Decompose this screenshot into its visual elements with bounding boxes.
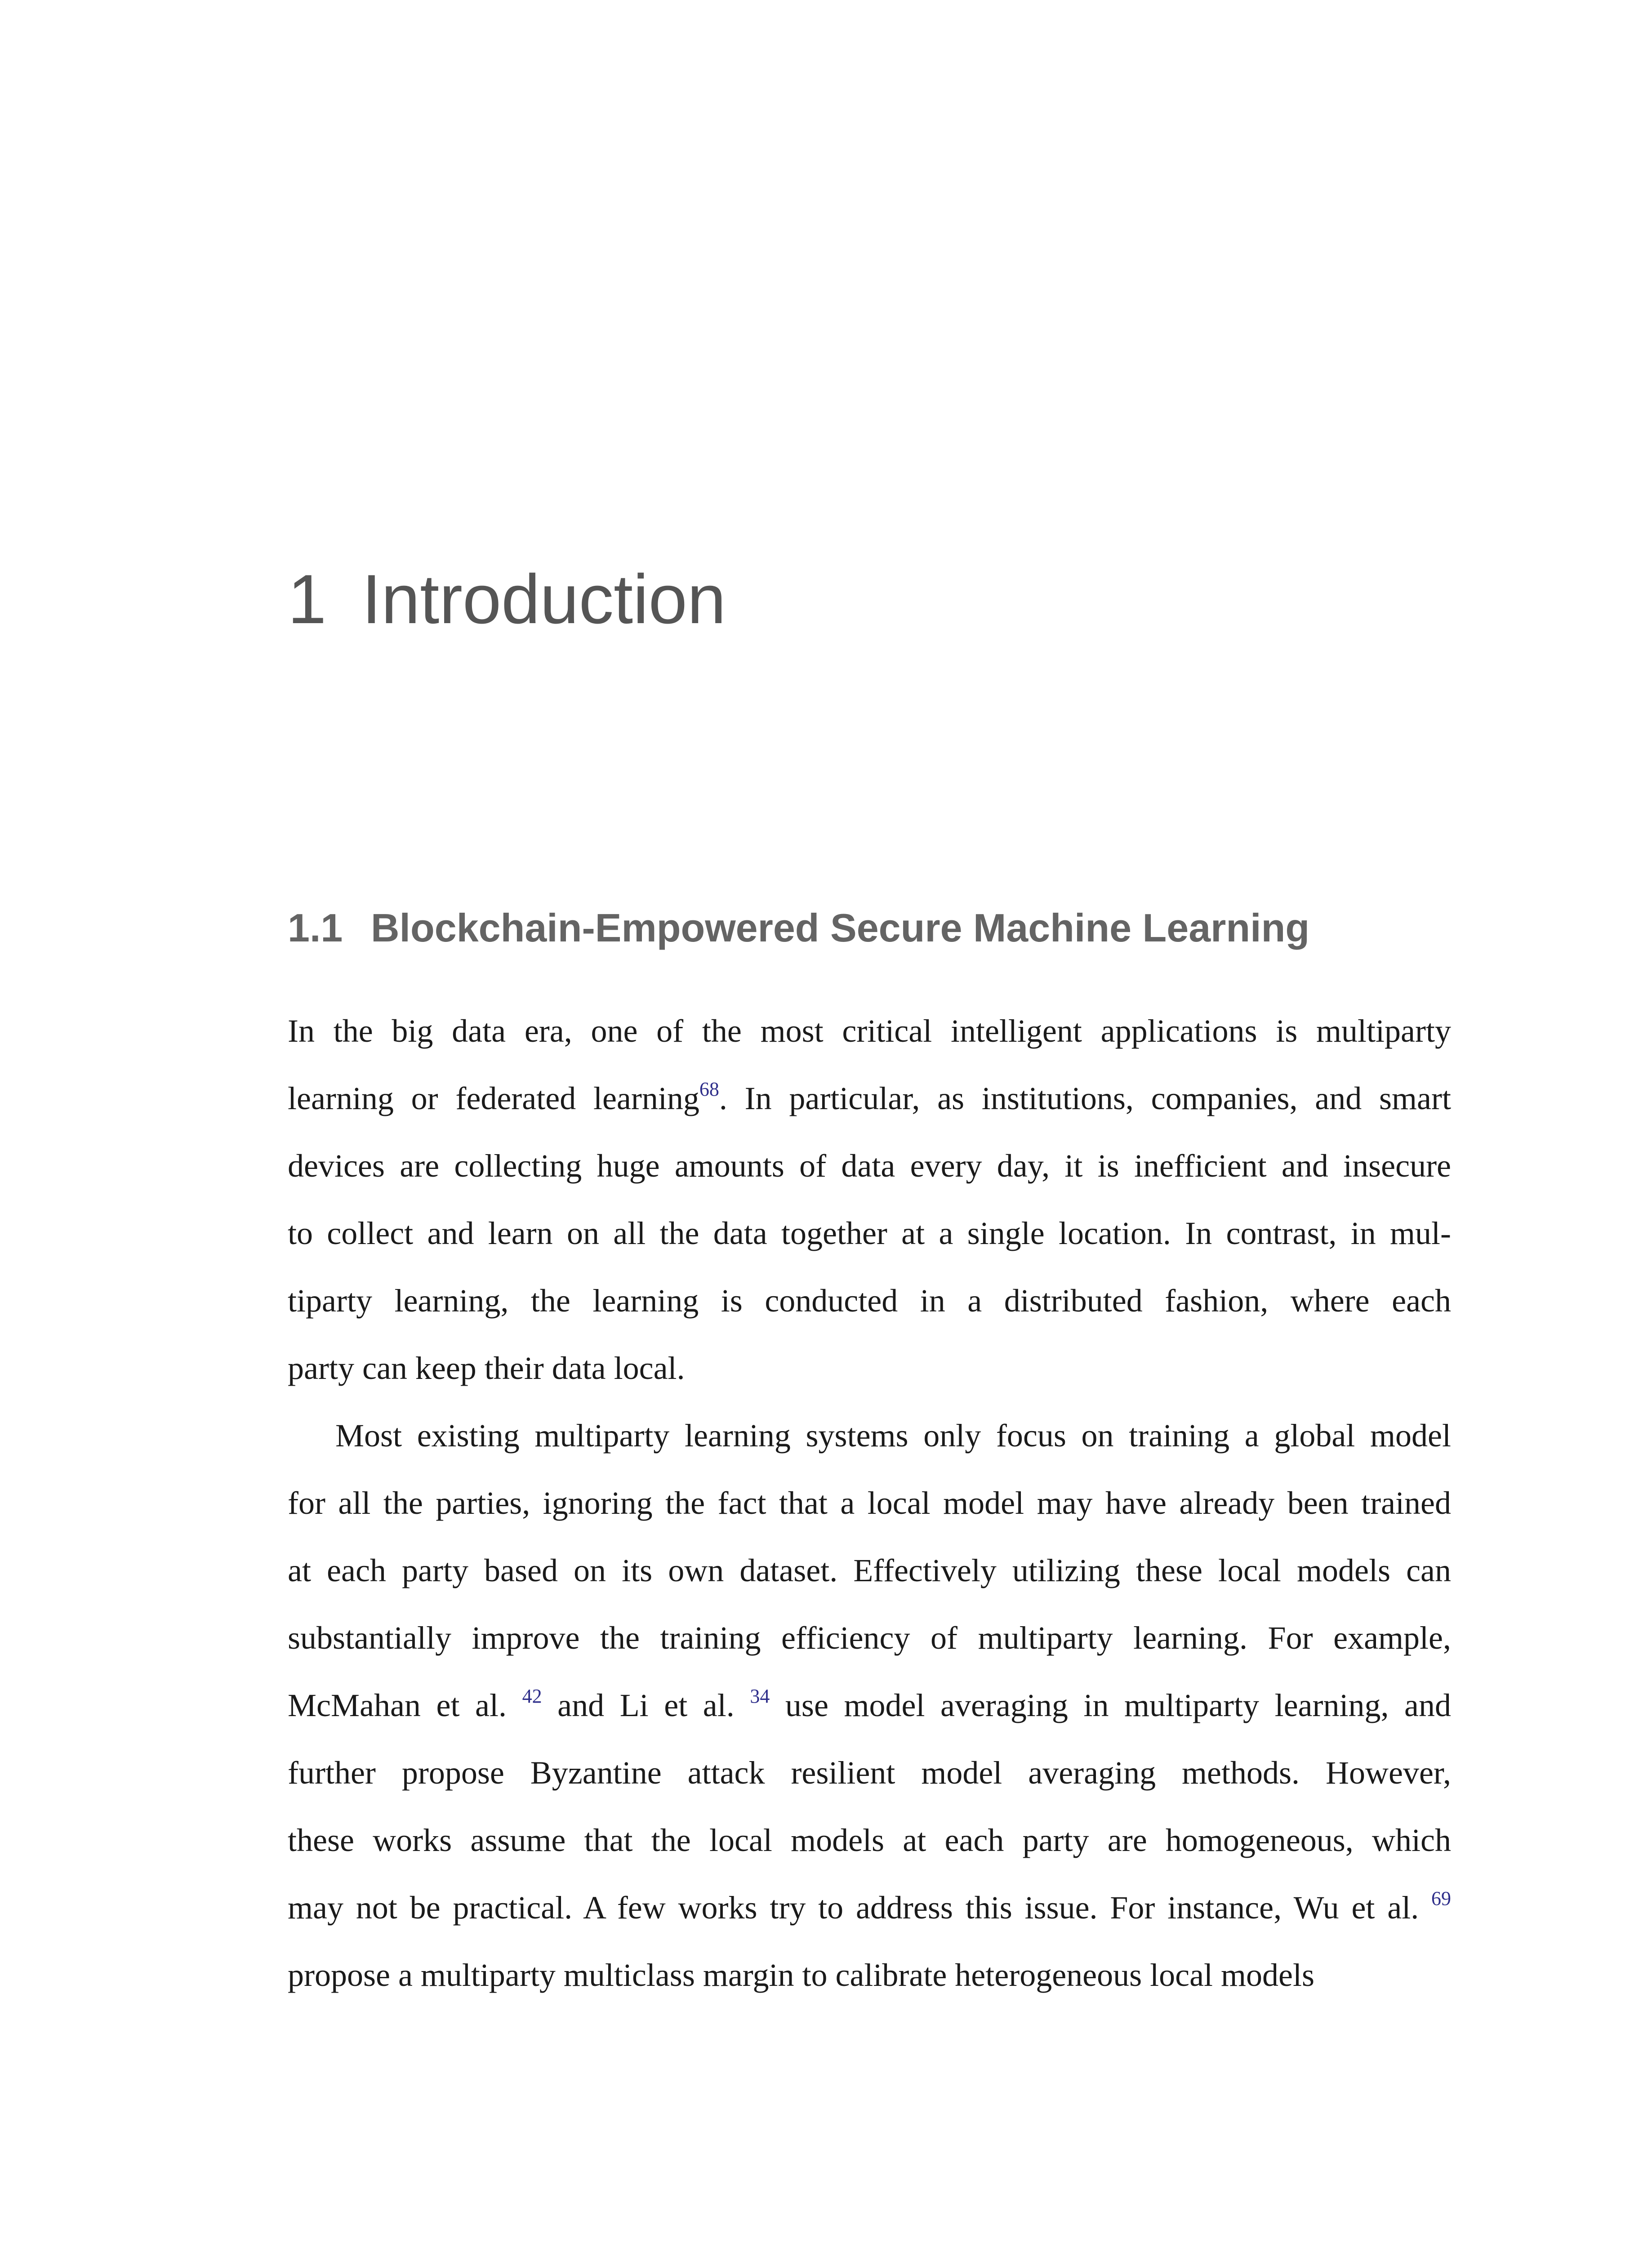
- text-line: [288, 1402, 1451, 1469]
- text-line: [288, 1132, 1451, 1200]
- text-segment: further propose Byzantine attack resilient model averaging methods. However,: [288, 1755, 1451, 1791]
- text-segment: for all the parties, ignoring the fact that a local model may have already been trained: [288, 1485, 1451, 1521]
- text-segment: at each party based on its own dataset. Effectively utilizing these local models can: [288, 1552, 1451, 1588]
- text-line: [288, 1739, 1451, 1806]
- section-title: [288, 905, 1310, 950]
- text-segment: use model averaging in multiparty learning, and: [770, 1687, 1451, 1723]
- text-line: [288, 1065, 1451, 1132]
- text-line: [288, 1334, 1451, 1402]
- section-title-text: Blockchain-Empowered Secure Machine Learning: [371, 905, 1310, 950]
- citation-ref[interactable]: 68: [699, 1078, 719, 1100]
- text-segment: learning or federated learning: [288, 1080, 699, 1116]
- text-segment: these works assume that the local models at each party are homogeneous, which: [288, 1822, 1451, 1858]
- section-number: 1.1: [288, 905, 343, 950]
- citation-ref[interactable]: 42: [522, 1685, 542, 1707]
- text-line: [288, 997, 1451, 1065]
- text-line: [288, 1941, 1451, 2009]
- text-segment: substantially improve the training efficiency of multiparty learning. For example,: [288, 1620, 1451, 1656]
- text-line: [288, 1604, 1451, 1672]
- body-text: [288, 997, 1451, 2009]
- text-segment: In the big data era, one of the most critical intelligent applications is multiparty: [288, 1013, 1451, 1049]
- text-segment: . In particular, as institutions, companies, and smart: [719, 1080, 1451, 1116]
- text-line: [288, 1200, 1451, 1267]
- text-segment: to collect and learn on all the data together at a single location. In contrast, in mul-: [288, 1215, 1451, 1251]
- text-segment: party can keep their data local.: [288, 1350, 685, 1386]
- text-line: [288, 1672, 1451, 1739]
- text-line: [288, 1806, 1451, 1874]
- text-segment: and Li et al.: [542, 1687, 750, 1723]
- text-segment: may not be practical. A few works try to address this issue. For instance, Wu et al.: [288, 1890, 1431, 1926]
- text-line: [288, 1469, 1451, 1537]
- citation-ref[interactable]: 34: [750, 1685, 770, 1707]
- text-segment: tiparty learning, the learning is conducted in a distributed fashion, where each: [288, 1283, 1451, 1319]
- text-segment: devices are collecting huge amounts of data every day, it is inefficient and insecure: [288, 1148, 1451, 1184]
- paragraph: [288, 997, 1451, 1402]
- text-line: [288, 1267, 1451, 1334]
- text-segment: McMahan et al.: [288, 1687, 522, 1723]
- paragraph: [288, 1402, 1451, 2009]
- text-segment: Most existing multiparty learning systems only focus on training a global model: [335, 1418, 1451, 1454]
- text-segment: propose a multiparty multiclass margin to calibrate heterogeneous local models: [288, 1957, 1315, 1993]
- chapter-title: [288, 560, 726, 638]
- chapter-title-text: Introduction: [362, 560, 726, 638]
- text-line: [288, 1537, 1451, 1604]
- text-line: [288, 1874, 1451, 1941]
- citation-ref[interactable]: 69: [1431, 1887, 1451, 1909]
- chapter-number: 1: [288, 560, 327, 638]
